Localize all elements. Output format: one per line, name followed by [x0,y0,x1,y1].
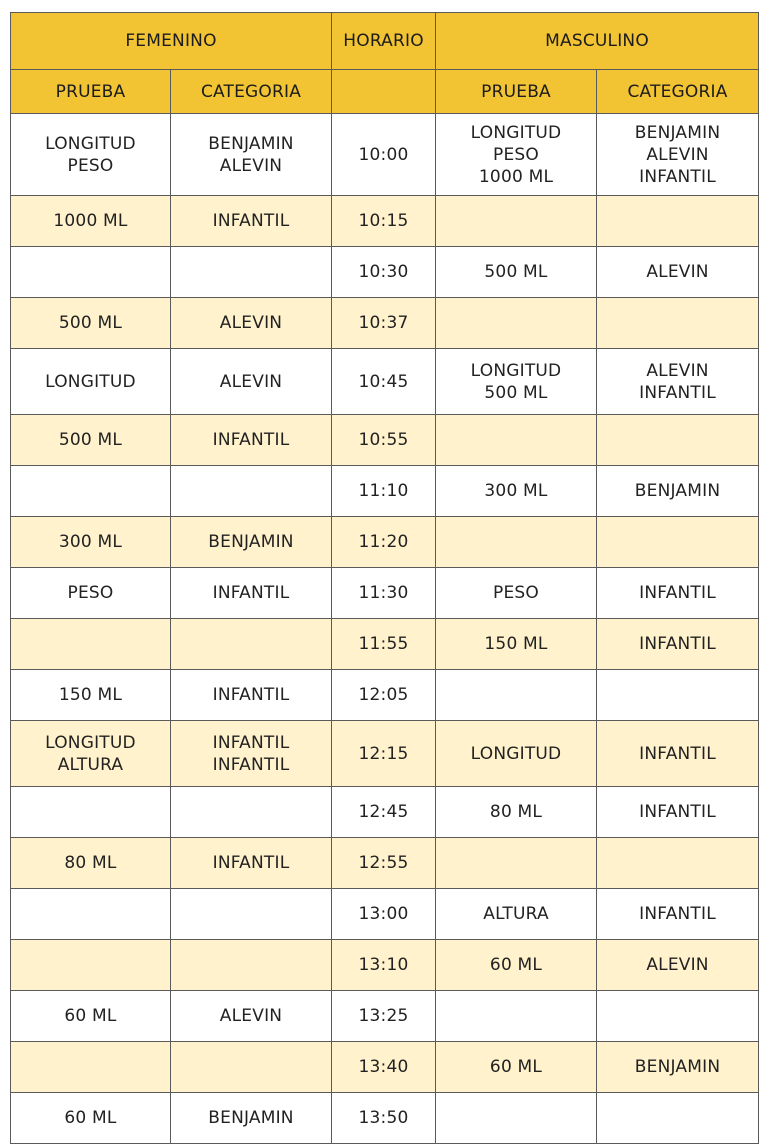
cell-fem-categoria [171,298,332,349]
table-row [11,517,759,568]
schedule-table [10,12,759,1144]
table-row [11,721,759,787]
cell-masc-prueba [436,889,597,940]
cell-masc-prueba [436,114,597,196]
header-horario-empty [332,70,436,114]
table-row [11,349,759,415]
header-fem-prueba: PRUEBA [11,70,171,114]
cell-masc-categoria [597,940,759,991]
schedule-body [11,114,759,1144]
cell-line: PESO [67,583,114,603]
cell-fem-categoria [171,415,332,466]
cell-line: 1000 ML [478,166,554,187]
cell-fem-prueba [11,568,171,619]
cell-line: BENJAMIN [634,1057,721,1077]
cell-line: BENJAMIN [208,1108,294,1128]
cell-fem-prueba [11,114,171,196]
cell-fem-categoria [171,1042,332,1093]
cell-line: LONGITUD [470,360,562,381]
header-femenino: FEMENINO [11,13,332,70]
cell-horario: 10:45 [332,349,436,415]
cell-line: INFANTIL [212,732,290,753]
header-row-columns [11,70,759,114]
cell-line: BENJAMIN [208,532,294,552]
header-row-groups [11,13,759,70]
cell-line: INFANTIL [639,583,716,603]
table-row [11,1042,759,1093]
cell-horario: 10:55 [332,415,436,466]
table-row [11,838,759,889]
cell-line: BENJAMIN [634,122,721,143]
cell-masc-categoria [597,991,759,1042]
cell-line: INFANTIL [212,583,290,603]
cell-fem-prueba [11,670,171,721]
cell-horario: 13:25 [332,991,436,1042]
cell-masc-prueba [436,940,597,991]
table-row [11,889,759,940]
table-row [11,940,759,991]
cell-masc-categoria [597,619,759,670]
cell-masc-prueba [436,298,597,349]
cell-fem-prueba [11,991,171,1042]
header-masc-categoria: CATEGORIA [597,70,759,114]
table-row [11,196,759,247]
cell-line: LONGITUD [470,743,562,764]
cell-horario: 10:15 [332,196,436,247]
cell-masc-categoria [597,415,759,466]
cell-masc-prueba [436,415,597,466]
cell-line: INFANTIL [212,430,290,450]
cell-horario: 11:20 [332,517,436,568]
cell-fem-categoria [171,196,332,247]
cell-line: INFANTIL [212,685,290,705]
cell-masc-prueba [436,721,597,787]
cell-masc-prueba [436,991,597,1042]
cell-line: 500 ML [484,382,548,403]
cell-fem-categoria [171,349,332,415]
cell-fem-prueba [11,940,171,991]
cell-line: INFANTIL [639,634,716,654]
cell-line: INFANTIL [639,802,716,822]
cell-horario: 12:15 [332,721,436,787]
cell-fem-prueba [11,517,171,568]
cell-fem-categoria [171,670,332,721]
table-row [11,670,759,721]
cell-fem-categoria [171,114,332,196]
cell-line: 150 ML [484,634,548,654]
cell-line: 300 ML [484,481,548,501]
table-row [11,619,759,670]
cell-fem-categoria [171,991,332,1042]
cell-line: ALEVIN [646,262,709,282]
cell-horario: 11:30 [332,568,436,619]
cell-masc-categoria [597,1093,759,1144]
header-horario: HORARIO [332,13,436,70]
cell-line: BENJAMIN [208,133,294,154]
cell-line: ALEVIN [646,144,709,165]
cell-line: 60 ML [489,1057,543,1077]
cell-masc-prueba [436,349,597,415]
cell-line: INFANTIL [639,166,716,187]
table-row [11,787,759,838]
cell-horario: 12:45 [332,787,436,838]
cell-masc-categoria [597,889,759,940]
cell-fem-categoria [171,247,332,298]
cell-masc-categoria [597,1042,759,1093]
cell-line: LONGITUD [45,371,136,392]
cell-line: 60 ML [64,1006,117,1026]
cell-horario: 13:00 [332,889,436,940]
cell-fem-categoria [171,568,332,619]
cell-line: LONGITUD [470,122,562,143]
table-row [11,114,759,196]
cell-fem-prueba [11,619,171,670]
cell-line: 80 ML [489,802,543,822]
cell-horario: 12:05 [332,670,436,721]
cell-horario: 13:50 [332,1093,436,1144]
cell-masc-prueba [436,196,597,247]
cell-masc-prueba [436,670,597,721]
cell-line: ALEVIN [219,313,283,333]
cell-fem-categoria [171,517,332,568]
table-row [11,991,759,1042]
cell-masc-prueba [436,787,597,838]
cell-fem-prueba [11,838,171,889]
cell-horario: 12:55 [332,838,436,889]
cell-line: 1000 ML [53,211,128,231]
cell-line: 60 ML [489,955,543,975]
cell-line: 60 ML [64,1108,117,1128]
cell-line: PESO [493,144,539,165]
cell-fem-categoria [171,889,332,940]
cell-masc-prueba [436,619,597,670]
table-row [11,415,759,466]
cell-masc-prueba [436,838,597,889]
header-fem-categoria: CATEGORIA [171,70,332,114]
header-masc-prueba: PRUEBA [436,70,597,114]
cell-masc-categoria [597,787,759,838]
cell-masc-prueba [436,466,597,517]
cell-masc-categoria [597,838,759,889]
cell-line: 300 ML [58,532,123,552]
cell-line: LONGITUD [45,133,136,154]
cell-horario: 13:40 [332,1042,436,1093]
cell-fem-prueba [11,721,171,787]
cell-line: INFANTIL [639,382,716,403]
cell-horario: 10:00 [332,114,436,196]
cell-fem-prueba [11,247,171,298]
cell-fem-categoria [171,838,332,889]
cell-fem-categoria [171,1093,332,1144]
cell-line: PESO [493,583,539,603]
cell-fem-categoria [171,466,332,517]
cell-horario: 13:10 [332,940,436,991]
cell-line: ALEVIN [646,955,709,975]
cell-line: ALEVIN [219,1006,283,1026]
cell-fem-prueba [11,1093,171,1144]
cell-line: INFANTIL [212,853,290,873]
cell-masc-prueba [436,1093,597,1144]
cell-fem-prueba [11,1042,171,1093]
cell-masc-categoria [597,114,759,196]
cell-line: 500 ML [58,313,123,333]
cell-line: PESO [67,155,114,176]
cell-masc-categoria [597,517,759,568]
cell-fem-prueba [11,889,171,940]
cell-masc-categoria [597,670,759,721]
cell-masc-prueba [436,568,597,619]
cell-masc-categoria [597,298,759,349]
cell-fem-categoria [171,721,332,787]
cell-line: INFANTIL [639,904,716,924]
cell-fem-prueba [11,298,171,349]
cell-masc-categoria [597,196,759,247]
table-row [11,466,759,517]
cell-masc-categoria [597,721,759,787]
cell-line: INFANTIL [212,754,290,775]
header-masculino: MASCULINO [436,13,759,70]
cell-fem-categoria [171,619,332,670]
cell-line: ALTURA [483,904,549,924]
cell-fem-prueba [11,787,171,838]
cell-line: 80 ML [64,853,117,873]
cell-masc-categoria [597,247,759,298]
cell-horario: 11:55 [332,619,436,670]
cell-line: ALEVIN [646,360,709,381]
cell-line: ALTURA [57,754,124,775]
cell-masc-categoria [597,568,759,619]
table-row [11,298,759,349]
table-row [11,1093,759,1144]
cell-fem-prueba [11,196,171,247]
table-row [11,568,759,619]
cell-horario: 10:37 [332,298,436,349]
cell-line: 150 ML [58,685,123,705]
cell-masc-categoria [597,466,759,517]
table-row [11,247,759,298]
cell-fem-categoria [171,940,332,991]
cell-line: 500 ML [58,430,123,450]
cell-line: BENJAMIN [634,481,721,501]
cell-line: LONGITUD [45,732,136,753]
cell-masc-prueba [436,247,597,298]
cell-line: INFANTIL [212,211,290,231]
cell-masc-prueba [436,1042,597,1093]
cell-fem-prueba [11,415,171,466]
cell-line: INFANTIL [639,743,716,764]
cell-fem-prueba [11,349,171,415]
cell-fem-prueba [11,466,171,517]
cell-line: 500 ML [484,262,548,282]
cell-line: ALEVIN [219,371,283,392]
cell-line: ALEVIN [219,155,283,176]
cell-masc-categoria [597,349,759,415]
cell-horario: 10:30 [332,247,436,298]
cell-masc-prueba [436,517,597,568]
cell-horario: 11:10 [332,466,436,517]
cell-fem-categoria [171,787,332,838]
